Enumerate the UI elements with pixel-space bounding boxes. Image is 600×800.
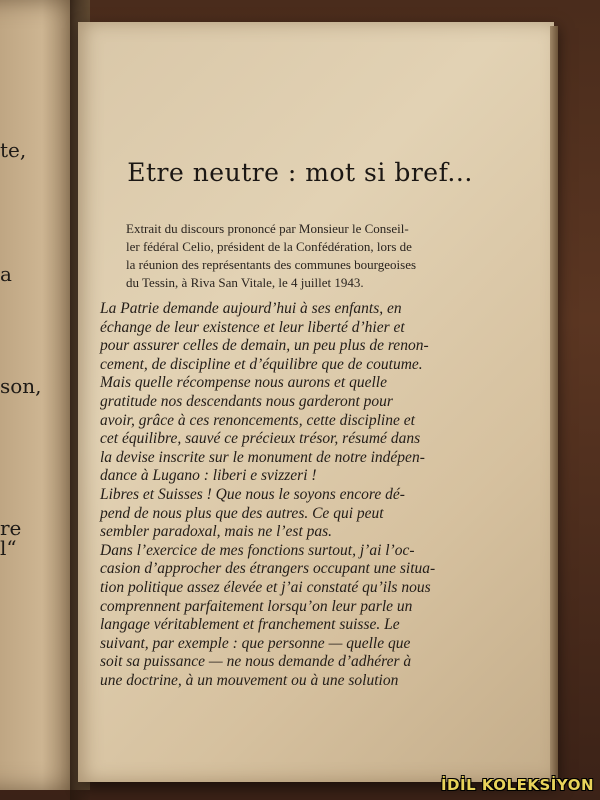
intro-line: ler fédéral Celio, président de la Confédération, lors de <box>126 239 412 254</box>
body-line: Mais quelle récompense nous aurons et quelle <box>100 374 387 392</box>
body-line: soit sa puissance — ne nous demande d’adhérer à <box>100 653 412 671</box>
intro-paragraph <box>126 220 456 292</box>
body-line: échange de leur existence et leur liberté d’hier et <box>100 318 405 336</box>
body-line: suivant, par exemple : que personne — quelle que <box>100 634 411 652</box>
left-page-text: son, <box>0 374 42 398</box>
body-line: comprennent parfaitement lorsqu’on leur parle un <box>100 597 413 615</box>
body-line: une doctrine, à un mouvement ou à une solution <box>100 671 399 689</box>
body-text <box>100 300 502 690</box>
body-line: gratitude nos descendants nous garderont pour <box>100 392 393 410</box>
watermark: İDİL KOLEKSİYON <box>440 776 594 794</box>
body-line: pour assurer celles de demain, un peu plus de renon- <box>100 337 429 355</box>
body-line: langage véritablement et franchement suisse. Le <box>100 616 400 634</box>
page-edge <box>550 26 558 782</box>
intro-line: Extrait du discours prononcé par Monsieur le Conseil- <box>126 221 409 236</box>
left-page-text: te, <box>0 138 27 162</box>
intro-line: du Tessin, à Riva San Vitale, le 4 juillet 1943. <box>126 275 364 290</box>
body-line: dance à Lugano : liberi e svizzeri ! <box>100 467 317 485</box>
body-line: pend de nous plus que des autres. Ce qui peut <box>100 504 384 522</box>
body-line: Dans l’exercice de mes fonctions surtout, j’ai l’oc- <box>100 541 415 559</box>
body-line: la devise inscrite sur le monument de notre indépen- <box>100 448 425 466</box>
left-page-text: re <box>0 516 22 540</box>
body-line: Libres et Suisses ! Que nous le soyons encore dé- <box>100 485 405 503</box>
body-line: casion d’approcher des étrangers occupant une situa- <box>100 560 436 578</box>
body-line: cement, de discipline et d’équilibre que de coutume. <box>100 355 423 373</box>
intro-line: la réunion des représentants des communes bourgeoises <box>126 257 417 272</box>
left-page-text: l“ <box>0 536 17 560</box>
body-line: avoir, grâce à ces renoncements, cette discipline et <box>100 411 415 429</box>
body-line: cet équilibre, sauvé ce précieux trésor, résumé dans <box>100 430 421 448</box>
body-line: La Patrie demande aujourd’hui à ses enfants, en <box>100 300 402 317</box>
body-line: tion politique assez élevée et j’ai constaté qu’ils nous <box>100 578 431 596</box>
body-line: sembler paradoxal, mais ne l’est pas. <box>100 523 333 541</box>
page-title: Etre neutre : mot si bref... <box>127 158 473 187</box>
left-page-text: a <box>0 262 12 286</box>
